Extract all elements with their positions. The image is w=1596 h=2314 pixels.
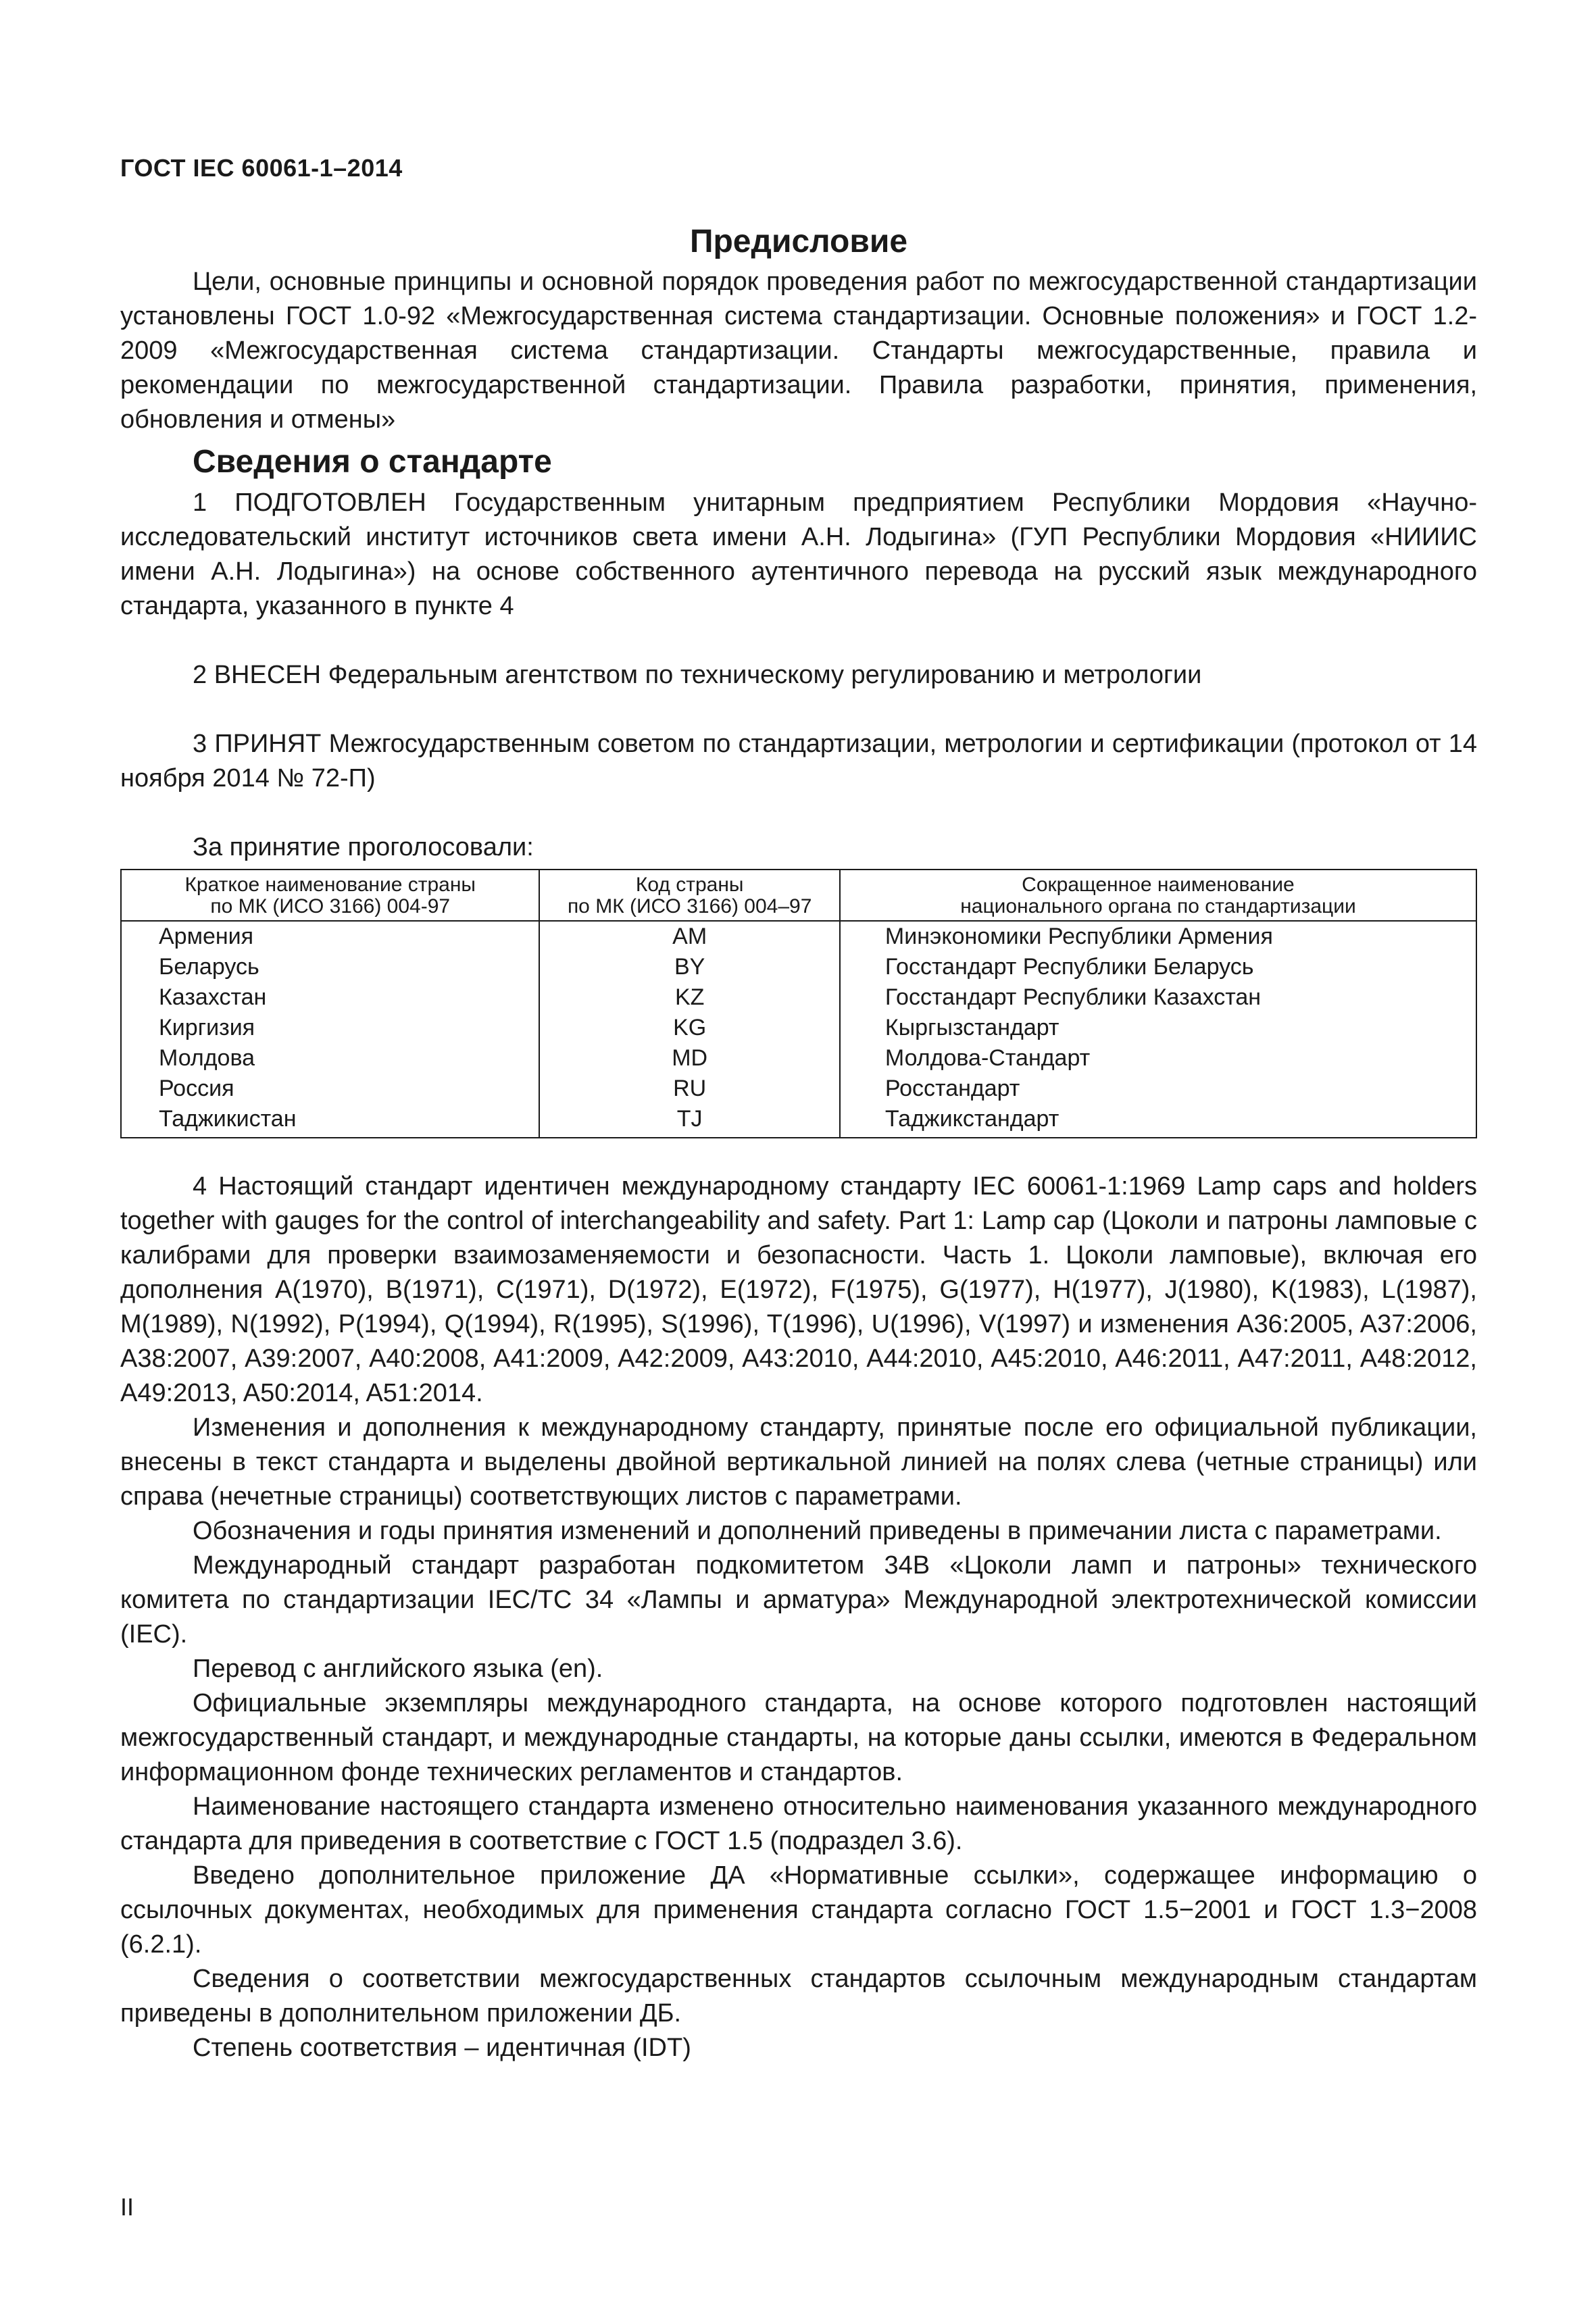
- info-item-4-developer: Международный стандарт разработан подкомитетом 34В «Цоколи ламп и патроны» технического комитета по стандартизации IEC/TC 34 «Лампы и арматура» Международной электротехнической комиссии (IEC).: [120, 1551, 1477, 1649]
- table-row: [121, 921, 1476, 952]
- table-row: [121, 952, 1476, 982]
- country-code: MD: [539, 1043, 839, 1074]
- page-number: II: [120, 2193, 134, 2221]
- country-name: Беларусь: [121, 952, 539, 982]
- info-item-2: 2 ВНЕСЕН Федеральным агентством по техническому регулированию и метрологии: [193, 661, 1202, 689]
- votes-table: [120, 869, 1477, 1138]
- country-code: TJ: [539, 1104, 839, 1138]
- table-row: [121, 1104, 1476, 1138]
- table-row: [121, 1043, 1476, 1074]
- national-body: Молдова-Стандарт: [840, 1043, 1476, 1074]
- info-item-3: 3 ПРИНЯТ Межгосударственным советом по стандартизации, метрологии и сертификации (протокол от 14 ноября 2014 № 72-П): [120, 730, 1477, 793]
- country-name: Россия: [121, 1074, 539, 1104]
- national-body: Таджикстандарт: [840, 1104, 1476, 1138]
- national-body: Росстандарт: [840, 1074, 1476, 1104]
- column-header-body-line1: Сокращенное наименование: [1022, 874, 1295, 896]
- table-row: [121, 1074, 1476, 1104]
- column-header-code: [539, 870, 839, 921]
- country-name: Казахстан: [121, 982, 539, 1013]
- country-code: KG: [539, 1013, 839, 1043]
- info-item-4-annex-da: Введено дополнительное приложение ДА «Нормативные ссылки», содержащее информацию о ссылочных документах, необходимых для применения стандарта согласно ГОСТ 1.5−2001 и ГОСТ 1.3−2008 (6.2.1).: [120, 1861, 1477, 1959]
- standard-identifier: ГОСТ IEC 60061-1–2014: [120, 154, 403, 182]
- column-header-code-line2: по МК (ИСО 3166) 004–97: [567, 895, 812, 917]
- national-body: Госстандарт Республики Беларусь: [840, 952, 1476, 982]
- info-item-4-translation: Перевод с английского языка (en).: [193, 1655, 603, 1683]
- country-name: Молдова: [121, 1043, 539, 1074]
- column-header-country-line1: Краткое наименование страны: [184, 874, 476, 896]
- info-item-4-annex-db: Сведения о соответствии межгосударственных стандартов ссылочным международным стандартам приведены в дополнительном приложении ДБ.: [120, 1965, 1477, 2028]
- country-code: RU: [539, 1074, 839, 1104]
- info-item-4-title-change: Наименование настоящего стандарта изменено относительно наименования указанного международного стандарта для приведения в соответствие с ГОСТ 1.5 (подраздел 3.6).: [120, 1792, 1477, 1855]
- country-code: BY: [539, 952, 839, 982]
- info-item-4-conformity: Степень соответствия – идентичная (IDT): [193, 2034, 691, 2062]
- votes-table-header-row: [121, 870, 1476, 921]
- country-name: Киргизия: [121, 1013, 539, 1043]
- national-body: Минэкономики Республики Армения: [840, 921, 1476, 952]
- foreword-title: Предисловие: [689, 224, 908, 259]
- column-header-country-line2: по МК (ИСО 3166) 004-97: [210, 895, 451, 917]
- info-item-1: 1 ПОДГОТОВЛЕН Государственным унитарным предприятием Республики Мордовия «Научно-исследовательский институт источников света имени А.Н. Лодыгина» (ГУП Республики Мордовия «НИИИС имени А.Н. Лодыгина») на основе собственного аутентичного перевода на русский язык международного стандарта, указанного в пункте 4: [120, 488, 1477, 620]
- column-header-body-line2: национального органа по стандартизации: [960, 895, 1356, 917]
- foreword-paragraph: Цели, основные принципы и основной порядок проведения работ по межгосударственной стандартизации установлены ГОСТ 1.0-92 «Межгосударственная система стандартизации. Основные положения» и ГОСТ 1.2-2009 «Межгосударственная система стандартизации. Стандарты межгосударственные, правила и рекомендации по межгосударственной стандартизации. Правила разработки, принятия, применения, обновления и отмены»: [120, 268, 1477, 434]
- info-item-4-official-copies: Официальные экземпляры международного стандарта, на основе которого подготовлен настоящий межгосударственный стандарт, и международные стандарты, на которые даны ссылки, имеются в Федеральном информационном фонде технических регламентов и стандартов.: [120, 1689, 1477, 1786]
- votes-intro: За принятие проголосовали:: [193, 833, 534, 861]
- info-item-4-designations: Обозначения и годы принятия изменений и дополнений приведены в примечании листа с параметрами.: [193, 1517, 1442, 1545]
- national-body: Кыргызстандарт: [840, 1013, 1476, 1043]
- standard-info-title: Сведения о стандарте: [193, 444, 552, 480]
- column-header-country: [121, 870, 539, 921]
- column-header-code-line1: Код страны: [635, 874, 744, 896]
- country-name: Армения: [121, 921, 539, 952]
- info-item-4: 4 Настоящий стандарт идентичен международному стандарту IEC 60061-1:1969 Lamp caps and holders together with gauges for the control of interchangeability and safety. Part 1: Lamp cap (Цоколи и патроны ламповые с калибрами для проверки взаимозаменяемости и безопасности. Часть 1. Цоколи ламповые), включая его дополнения A(1970), B(1971), C(1971), D(1972), E(1972), F(1975), G(1977), H(1977), J(1980), K(1983), L(1987), M(1989), N(1992), P(1994), Q(1994), R(1995), S(1996), T(1996), U(1996), V(1997) и изменения A36:2005, A37:2006, A38:2007, A39:2007, A40:2008, A41:2009, A42:2009, A43:2010, A44:2010, A45:2010, A46:2011, A47:2011, A48:2012, A49:2013, A50:2014, A51:2014.: [120, 1172, 1477, 1407]
- page-content: [120, 222, 1477, 2065]
- column-header-body: [840, 870, 1476, 921]
- table-row: [121, 1013, 1476, 1043]
- country-name: Таджикистан: [121, 1104, 539, 1138]
- country-code: KZ: [539, 982, 839, 1013]
- table-row: [121, 982, 1476, 1013]
- country-code: AM: [539, 921, 839, 952]
- national-body: Госстандарт Республики Казахстан: [840, 982, 1476, 1013]
- info-item-4-amendments: Изменения и дополнения к международному стандарту, принятые после его официальной публикации, внесены в текст стандарта и выделены двойной вертикальной линией на полях слева (четные страницы) или справа (нечетные страницы) соответствующих листов с параметрами.: [120, 1413, 1477, 1511]
